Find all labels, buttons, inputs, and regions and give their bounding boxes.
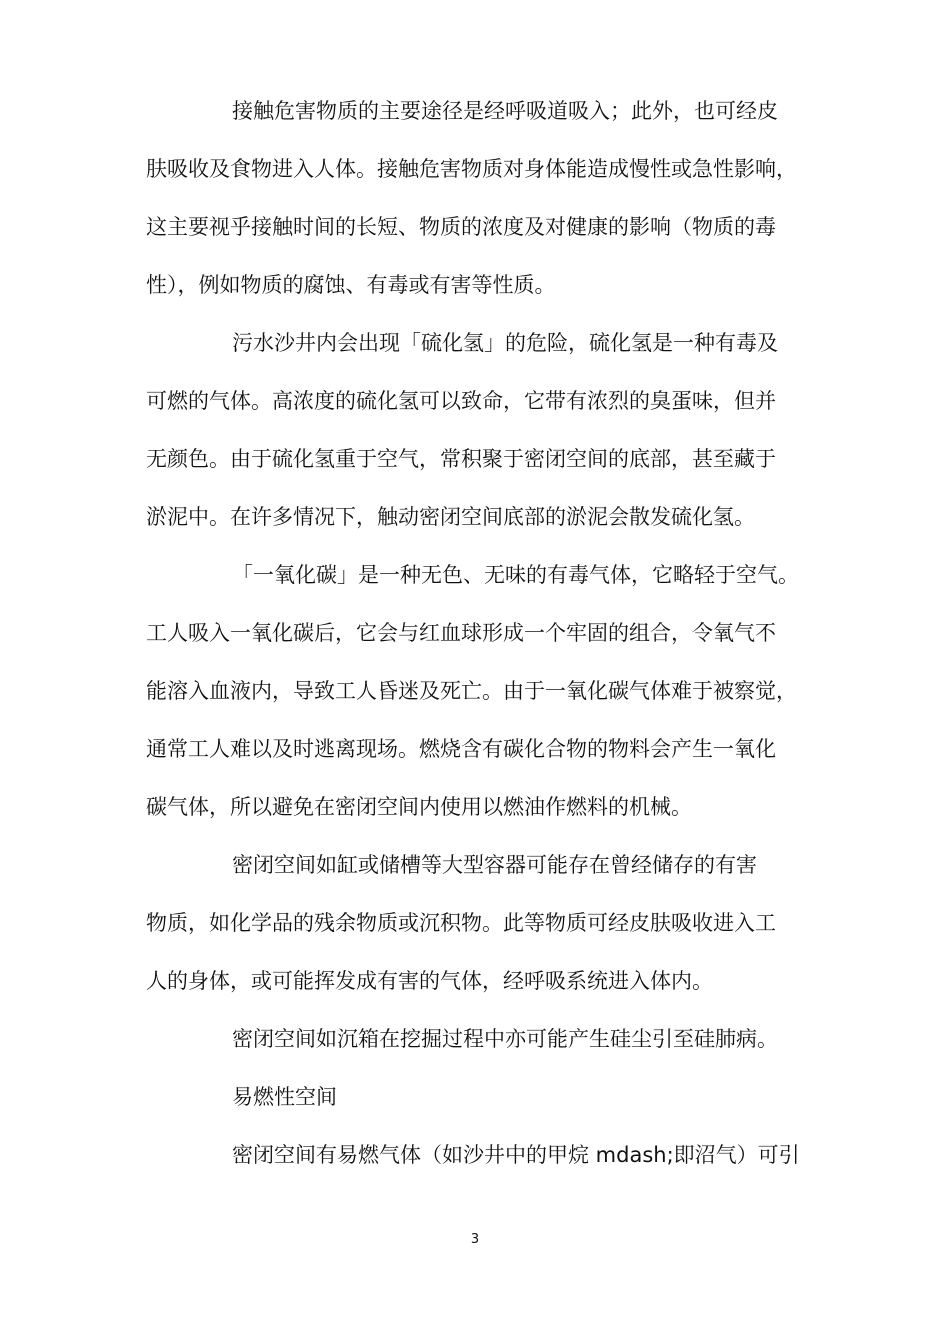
text-line: 工人吸入一氧化碳后，它会与红血球形成一个牢固的组合，令氧气不 [146, 621, 776, 645]
text-line: 性），例如物质的腐蚀、有毒或有害等性质。 [146, 273, 556, 297]
text-line: 肤吸收及食物进入人体。接触危害物质对身体能造成慢性或急性影响， [146, 157, 797, 181]
text-line: 密闭空间如缸或储槽等大型容器可能存在曾经储存的有害 [232, 853, 757, 877]
text-line: 淤泥中。在许多情况下，触动密闭空间底部的淤泥会散发硫化氢。 [146, 505, 755, 529]
page-number: 3 [470, 1232, 480, 1247]
text-line: 人的身体，或可能挥发成有害的气体，经呼吸系统进入体内。 [146, 969, 713, 993]
text-line: 接触危害物质的主要途径是经呼吸道吸入；此外，也可经皮 [232, 99, 778, 123]
text-line: 这主要视乎接触时间的长短、物质的浓度及对健康的影响（物质的毒 [146, 215, 776, 239]
text-line: 「一氧化碳」是一种无色、无味的有毒气体，它略轻于空气。 [232, 563, 799, 587]
text-line: 密闭空间如沉箱在挖掘过程中亦可能产生硅尘引至硅肺病。 [232, 1027, 778, 1051]
text-line: 密闭空间有易燃气体（如沙井中的甲烷 mdash;即沼气）可引 [232, 1143, 800, 1167]
text-line: 通常工人难以及时逃离现场。燃烧含有碳化合物的物料会产生一氧化 [146, 737, 776, 761]
text-line: 污水沙井内会出现「硫化氢」的危险，硫化氢是一种有毒及 [232, 331, 778, 355]
text-line: 能溶入血液内，导致工人昏迷及死亡。由于一氧化碳气体难于被察觉， [146, 679, 797, 703]
text-line: 可燃的气体。高浓度的硫化氢可以致命，它带有浓烈的臭蛋味，但并 [146, 389, 776, 413]
text-line: 物质，如化学品的残余物质或沉积物。此等物质可经皮肤吸收进入工 [146, 911, 776, 935]
text-line: 碳气体，所以避免在密闭空间内使用以燃油作燃料的机械。 [146, 795, 692, 819]
section-heading: 易燃性空间 [232, 1085, 337, 1109]
text-line: 无颜色。由于硫化氢重于空气，常积聚于密闭空间的底部，甚至藏于 [146, 447, 776, 471]
